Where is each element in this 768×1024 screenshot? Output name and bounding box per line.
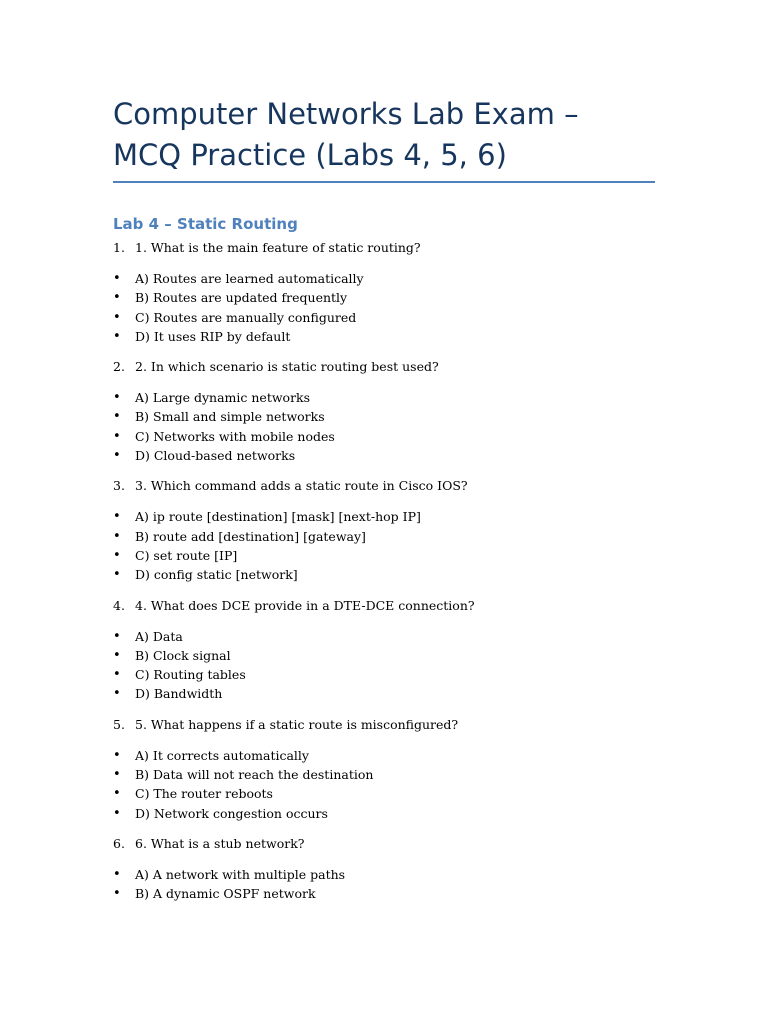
- question-block: [113, 716, 655, 823]
- option-text: B) Clock signal: [135, 647, 231, 663]
- answer-option: [113, 884, 655, 903]
- bullet-icon: •: [113, 509, 121, 525]
- bullet-icon: •: [113, 390, 121, 406]
- answer-option: [113, 627, 655, 646]
- answer-option: [113, 865, 655, 884]
- option-list: [113, 269, 655, 346]
- question-block: [113, 597, 655, 704]
- answer-option: [113, 507, 655, 526]
- option-text: C) Routes are manually configured: [135, 309, 357, 325]
- bullet-icon: •: [113, 328, 121, 344]
- bullet-icon: •: [113, 866, 121, 882]
- title-underline: [113, 181, 655, 183]
- question-number: 2.: [113, 359, 125, 375]
- question-number: 6.: [113, 835, 125, 851]
- question-number: 4.: [113, 597, 125, 613]
- question: [113, 716, 655, 734]
- answer-option: [113, 765, 655, 784]
- question-text: 4. What does DCE provide in a DTE-DCE connection?: [135, 597, 475, 613]
- document-page: [113, 94, 655, 916]
- option-text: D) It uses RIP by default: [135, 328, 291, 344]
- bullet-icon: •: [113, 448, 121, 464]
- option-list: [113, 865, 655, 904]
- option-text: A) It corrects automatically: [135, 747, 309, 763]
- option-list: [113, 388, 655, 465]
- option-text: B) A dynamic OSPF network: [135, 886, 316, 902]
- bullet-icon: •: [113, 528, 121, 544]
- question: [113, 358, 655, 376]
- bullet-icon: •: [113, 628, 121, 644]
- option-text: A) Large dynamic networks: [135, 390, 311, 406]
- option-text: C) The router reboots: [135, 786, 273, 802]
- answer-option: [113, 565, 655, 584]
- bullet-icon: •: [113, 309, 121, 325]
- question-number: 1.: [113, 240, 125, 255]
- answer-option: [113, 327, 655, 346]
- bullet-icon: •: [113, 686, 121, 702]
- question-block: [113, 477, 655, 584]
- option-text: D) Cloud-based networks: [135, 448, 296, 464]
- question-text: 3. Which command adds a static route in Cisco IOS?: [135, 478, 468, 494]
- bullet-icon: •: [113, 747, 121, 763]
- question: [113, 835, 655, 853]
- option-text: B) Routes are updated frequently: [135, 290, 348, 306]
- bullet-icon: •: [113, 886, 121, 902]
- answer-option: [113, 684, 655, 703]
- bullet-icon: •: [113, 805, 121, 821]
- answer-option: [113, 388, 655, 407]
- question-text: 1. What is the main feature of static routing?: [135, 240, 421, 255]
- bullet-icon: •: [113, 647, 121, 663]
- question-text: 2. In which scenario is static routing best used?: [135, 359, 439, 375]
- answer-option: [113, 527, 655, 546]
- option-text: B) Small and simple networks: [135, 409, 325, 425]
- question: [113, 477, 655, 495]
- answer-option: [113, 784, 655, 803]
- option-text: A) Routes are learned automatically: [135, 271, 364, 286]
- option-list: [113, 507, 655, 584]
- option-list: [113, 746, 655, 823]
- answer-option: [113, 427, 655, 446]
- option-text: A) ip route [destination] [mask] [next-hop IP]: [135, 509, 421, 525]
- question-list: [113, 239, 655, 904]
- bullet-icon: •: [113, 567, 121, 583]
- bullet-icon: •: [113, 547, 121, 563]
- question-text: 6. What is a stub network?: [135, 835, 305, 851]
- answer-option: [113, 665, 655, 684]
- answer-option: [113, 269, 655, 288]
- option-text: D) Bandwidth: [135, 686, 223, 702]
- question-number: 5.: [113, 716, 125, 732]
- answer-option: [113, 646, 655, 665]
- answer-option: [113, 446, 655, 465]
- answer-option: [113, 804, 655, 823]
- question: [113, 597, 655, 615]
- bullet-icon: •: [113, 428, 121, 444]
- option-text: D) config static [network]: [135, 567, 298, 583]
- bullet-icon: •: [113, 767, 121, 783]
- option-text: D) Network congestion occurs: [135, 805, 328, 821]
- section-heading: Lab 4 – Static Routing: [113, 215, 298, 233]
- option-text: B) Data will not reach the destination: [135, 767, 374, 783]
- question-block: [113, 835, 655, 904]
- question-block: [113, 239, 655, 346]
- bullet-icon: •: [113, 667, 121, 683]
- question: [113, 239, 655, 257]
- option-text: C) Routing tables: [135, 667, 246, 683]
- answer-option: [113, 746, 655, 765]
- answer-option: [113, 407, 655, 426]
- option-text: C) Networks with mobile nodes: [135, 428, 335, 444]
- question-number: 3.: [113, 478, 125, 494]
- option-text: A) Data: [135, 628, 183, 644]
- question-text: 5. What happens if a static route is misconfigured?: [135, 716, 459, 732]
- option-list: [113, 627, 655, 704]
- option-text: A) A network with multiple paths: [135, 866, 346, 882]
- bullet-icon: •: [113, 786, 121, 802]
- answer-option: [113, 288, 655, 307]
- answer-option: [113, 308, 655, 327]
- option-text: C) set route [IP]: [135, 547, 238, 563]
- bullet-icon: •: [113, 409, 121, 425]
- question-block: [113, 358, 655, 465]
- option-text: B) route add [destination] [gateway]: [135, 528, 366, 544]
- bullet-icon: •: [113, 271, 121, 286]
- document-title: Computer Networks Lab Exam – MCQ Practice (Labs 4, 5, 6): [113, 97, 579, 172]
- answer-option: [113, 546, 655, 565]
- bullet-icon: •: [113, 290, 121, 306]
